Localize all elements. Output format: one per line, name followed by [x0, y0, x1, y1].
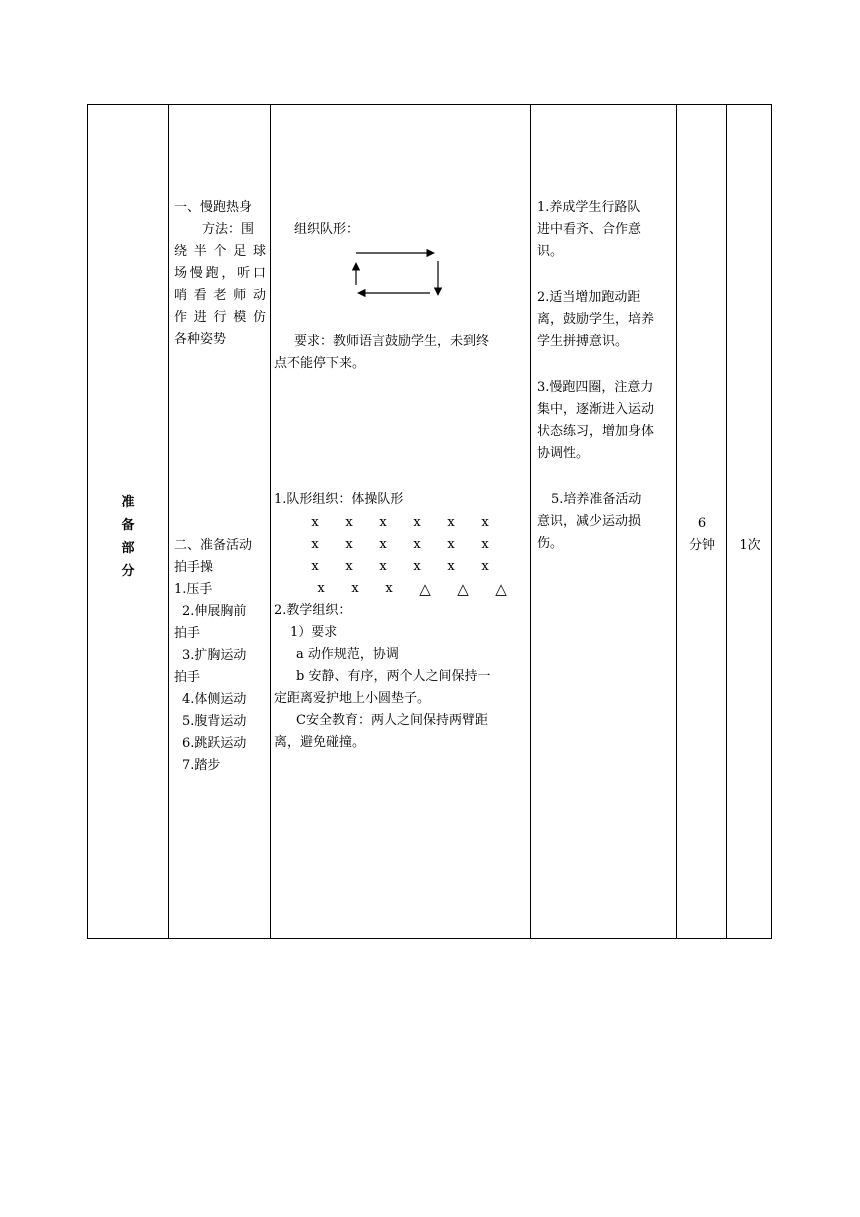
formation-row: x x x x x x [311, 559, 489, 574]
formation-requirement: 要求：教师语言鼓励学生，未到终 点不能停下来。 [274, 334, 490, 371]
objective-1: 1.养成学生行路队 进中看齐、合作意 识。 [537, 200, 642, 259]
running-route-diagram [350, 243, 446, 299]
teacher-triangle-icon: △ [457, 580, 469, 598]
gym-formation-grid [298, 512, 528, 600]
formation-title: 组织队形： [294, 222, 360, 237]
section-label: 准 备 部 分 [121, 495, 135, 579]
formation-row: x x x x x x [311, 537, 489, 552]
column-divider [270, 105, 271, 938]
teacher-triangle-icon: △ [419, 580, 431, 598]
warmup-content: 一、慢跑热身 方法：围 绕半个足球 场慢跑，听口 哨看老师动 作进行模仿 各种姿势 [174, 200, 266, 347]
teacher-triangle-icon: △ [495, 580, 507, 598]
teaching-organization: 2.教学组织： 1）要求 a 动作规范，协调 b 安静、有序，两个人之间保持一 定距离爱护地上小圆垫子。 C安全教育：两人之间保持两臂距 离，避免碰撞。 [274, 603, 491, 750]
duration-cell: 6 分钟 [688, 516, 715, 553]
formation-row: x x x x x x [311, 515, 489, 530]
repetition-cell: 1次 [739, 538, 761, 553]
column-divider [168, 105, 169, 938]
objective-3: 3.慢跑四圈，注意力 集中，逐渐进入运动 状态练习，增加身体 协调性。 [537, 380, 655, 461]
objective-4: 5.培养准备活动 意识，减少运动损 伤。 [537, 492, 642, 551]
prep-activity-content: 二、准备活动 拍手操 1.压手 2.伸展胸前 拍手 3.扩胸运动 拍手 4.体侧运动 5.腹背运动 6.跳跃运动 7.踏步 [174, 538, 253, 773]
objective-2: 2.适当增加跑动距 离，鼓励学生，培养 学生拼搏意识。 [537, 290, 655, 349]
formation-row: x x x △ △ △ [298, 578, 528, 600]
gym-formation-title: 1.队形组织：体操队形 [274, 492, 404, 507]
column-divider [726, 105, 727, 938]
lesson-plan-table [87, 104, 772, 939]
